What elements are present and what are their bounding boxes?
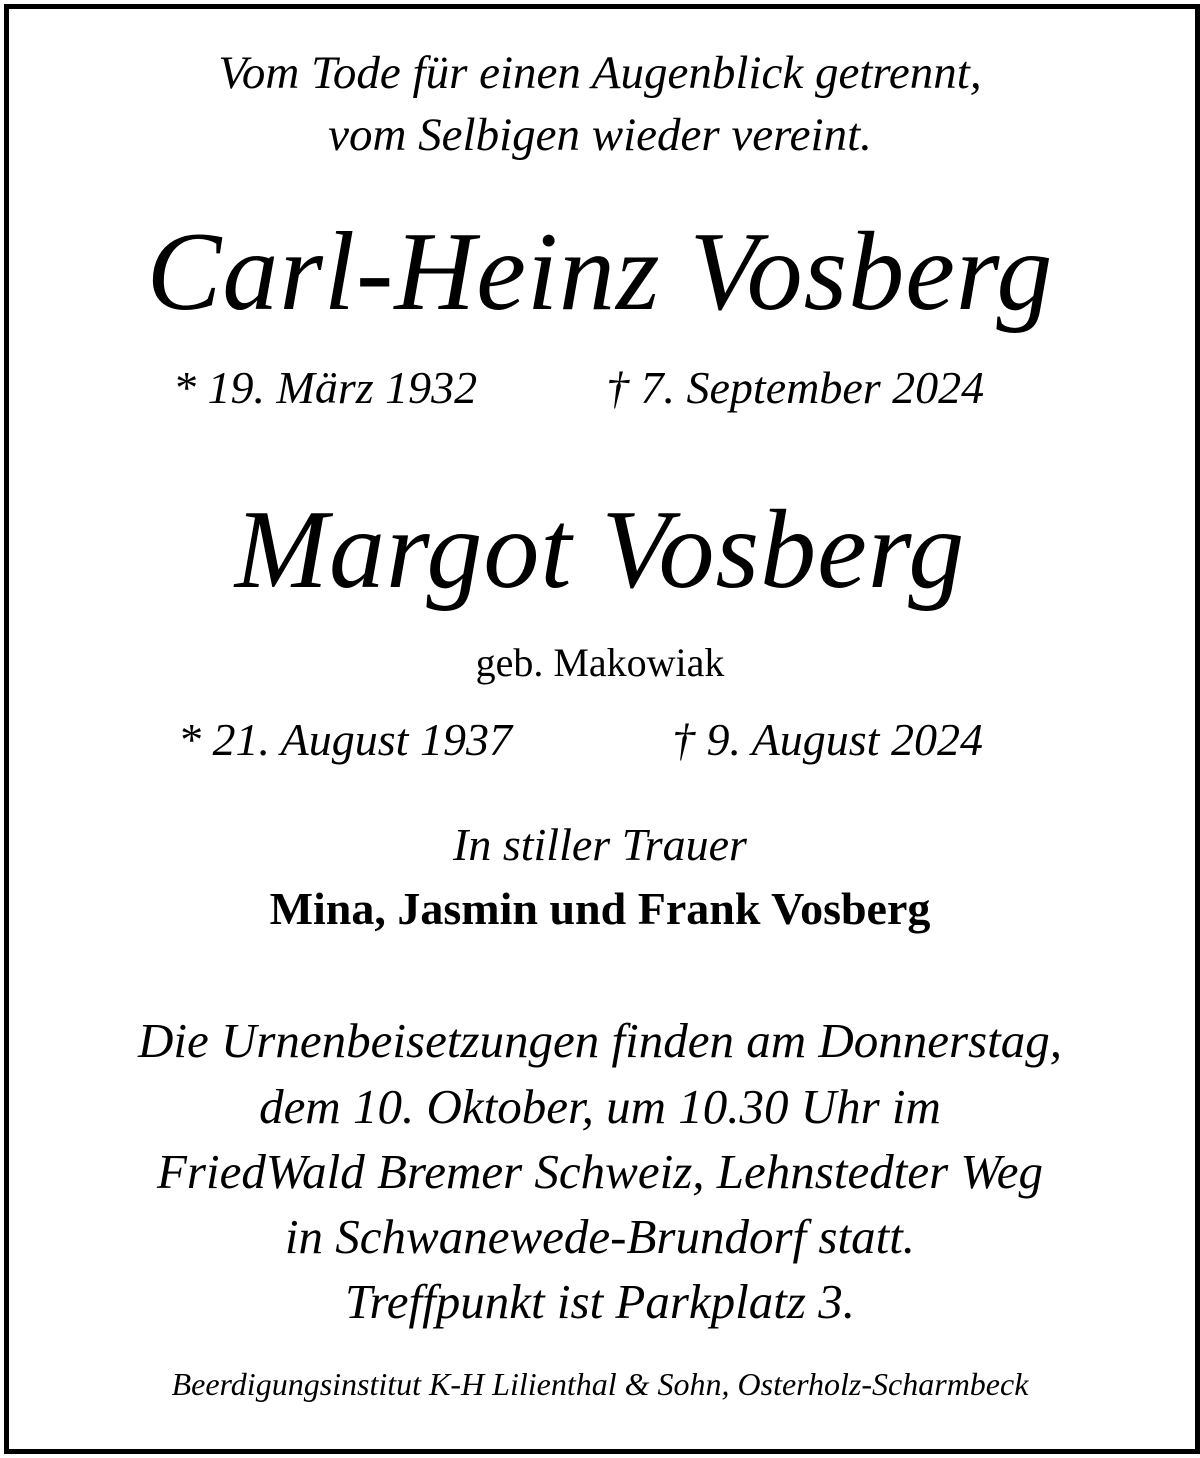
mourning-intro: In stiller Trauer xyxy=(453,819,747,870)
ceremony-line-5: Treffpunkt ist Parkplatz 3. xyxy=(345,1274,855,1329)
ceremony-line-1: Die Urnenbeisetzungen finden am Donnerstag, xyxy=(137,1013,1063,1068)
person1-birth-date: * 19. März 1932 xyxy=(173,362,478,413)
person2-name: Margot Vosberg xyxy=(234,488,966,612)
ceremony-line-3: FriedWald Bremer Schweiz, Lehnstedter Weg xyxy=(157,1144,1043,1199)
person1-death-date: † 7. September 2024 xyxy=(606,362,985,413)
person2-birth-date: * 21. August 1937 xyxy=(178,714,512,765)
person2-death-date: † 9. August 2024 xyxy=(672,714,983,765)
ceremony-line-4: in Schwanewede-Brundorf statt. xyxy=(284,1209,916,1264)
mourning-family: Mina, Jasmin und Frank Vosberg xyxy=(269,883,931,934)
person1-name: Carl-Heinz Vosberg xyxy=(146,210,1054,334)
ceremony-line-2: dem 10. Oktober, um 10.30 Uhr im xyxy=(259,1079,941,1134)
undertaker-footer: Beerdigungsinstitut K-H Lilienthal & Sohn, Osterholz-Scharmbeck xyxy=(171,1366,1029,1402)
motto-line-1: Vom Tode für einen Augenblick getrennt, xyxy=(218,47,982,99)
motto-line-2: vom Selbigen wieder vereint. xyxy=(328,109,872,161)
person2-maiden-name: geb. Makowiak xyxy=(475,640,725,685)
